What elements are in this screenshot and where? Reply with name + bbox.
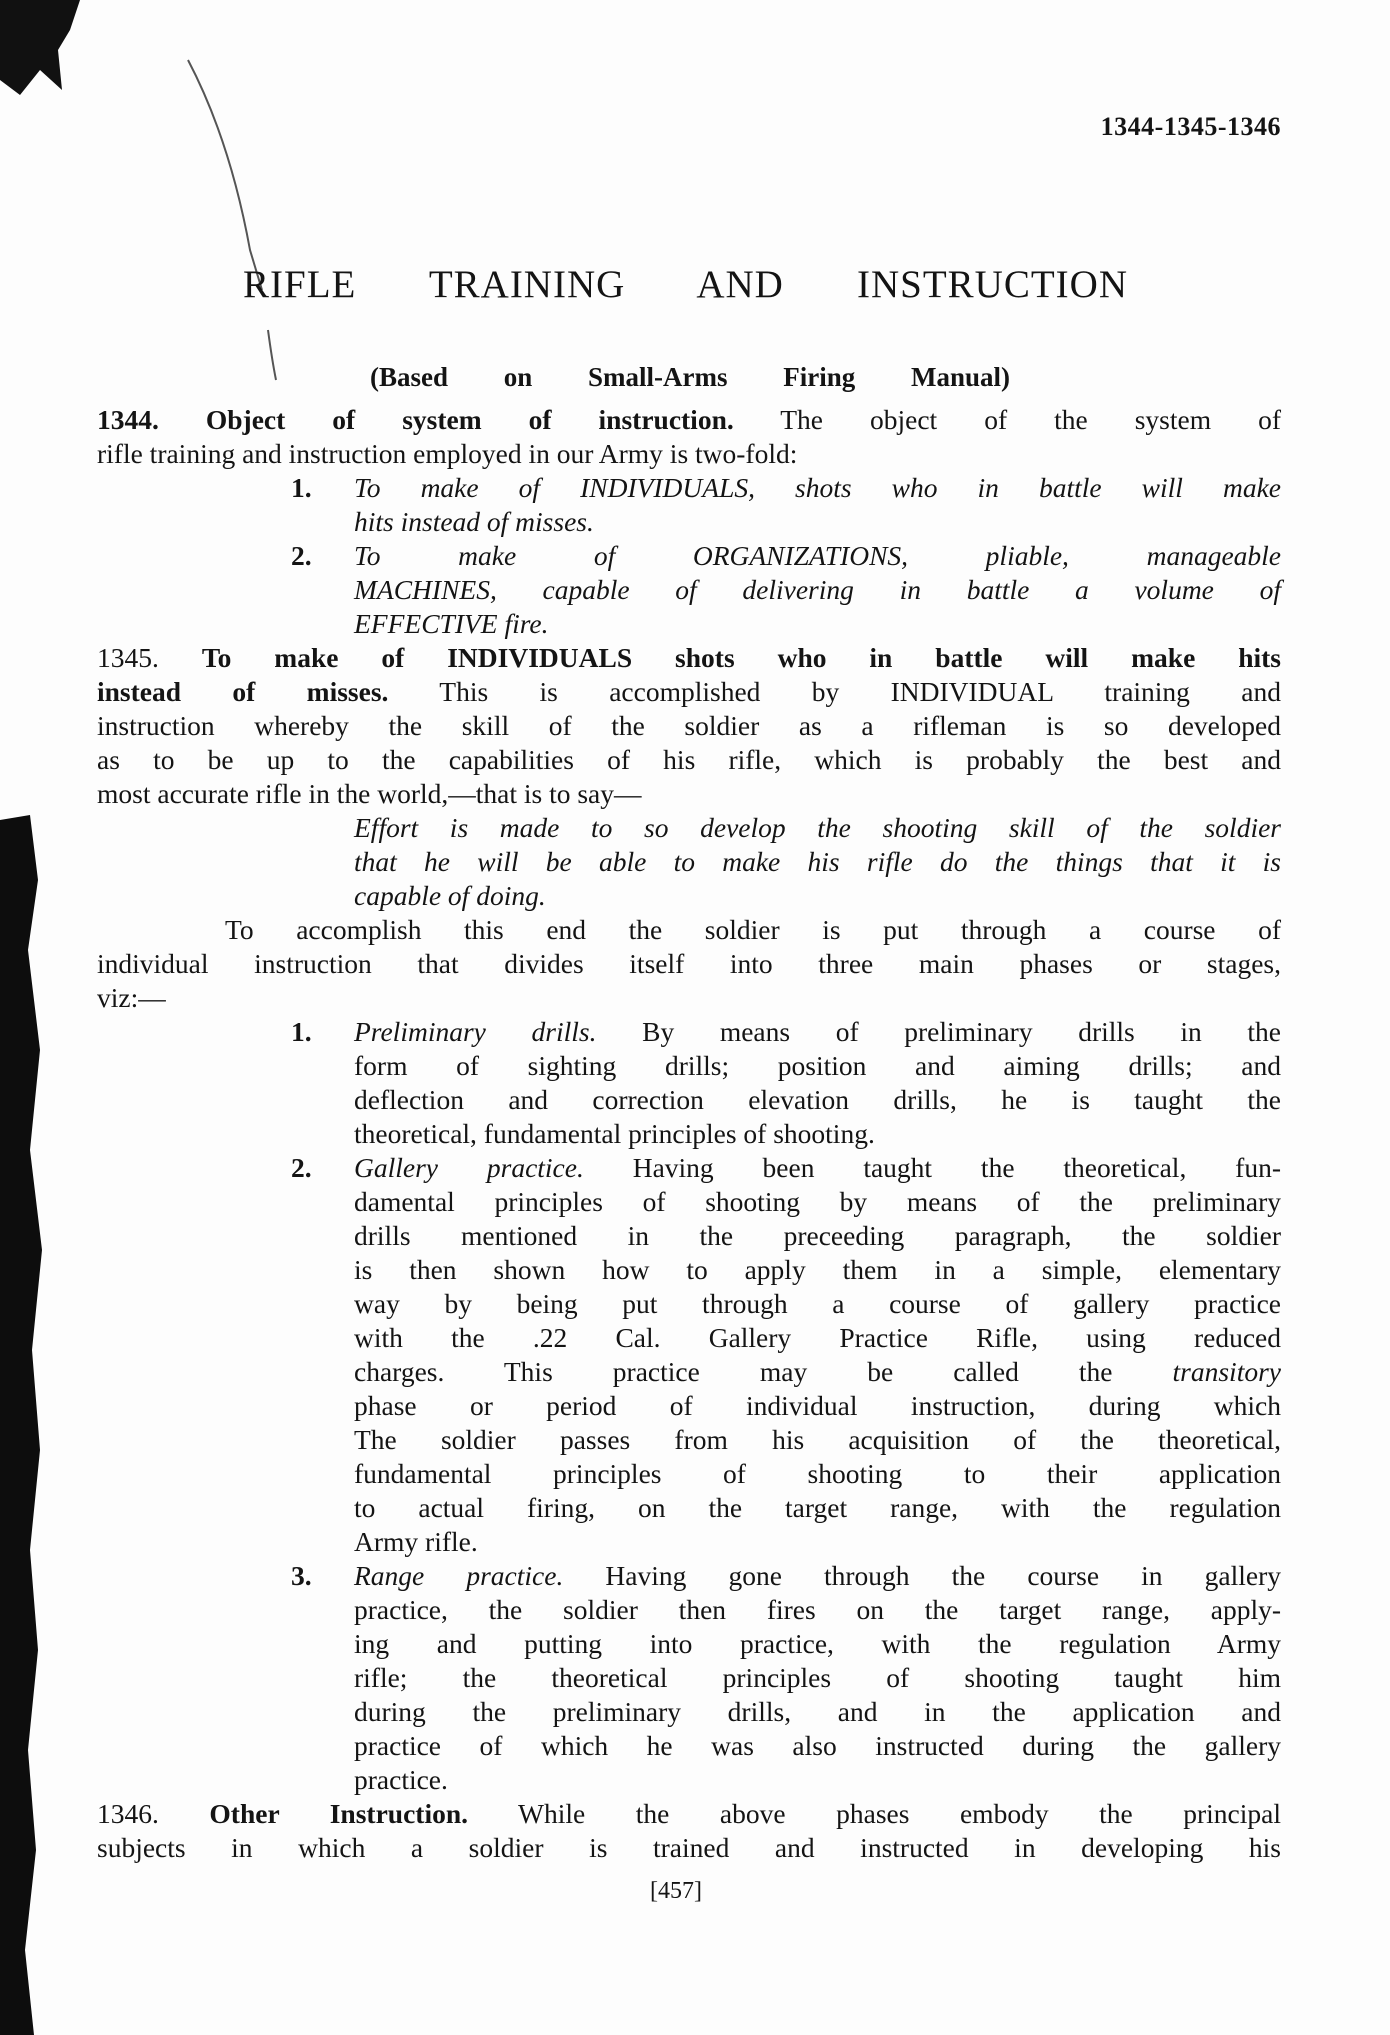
text-segment: phase or period of individual instruction, during which xyxy=(354,1390,1281,1421)
text-segment: most accurate rifle in the world,—that is to say— xyxy=(97,778,642,809)
text-segment: deflection and correction elevation drills, he is taught the xyxy=(354,1084,1281,1115)
page-subtitle: (Based on Small-Arms Firing Manual) xyxy=(370,362,1010,392)
text-line xyxy=(354,1049,1281,1083)
text-segment: charges. This practice may be called the xyxy=(354,1356,1173,1387)
text-segment: Having gone through the course in gallery xyxy=(563,1560,1281,1591)
text-segment: subjects in which a soldier is trained and instructed in developing his xyxy=(97,1832,1281,1863)
list-number: 1. xyxy=(291,1016,312,1047)
text-line xyxy=(97,947,1281,981)
text-segment: To accomplish this end the soldier is put through a course of xyxy=(225,914,1281,945)
text-segment: 1346. xyxy=(97,1798,210,1829)
text-line xyxy=(97,777,1281,811)
text-segment: instead of misses. xyxy=(97,676,389,707)
text-segment: Preliminary drills. xyxy=(354,1016,597,1047)
text-line xyxy=(354,1083,1281,1117)
text-line xyxy=(291,539,1281,573)
text-line xyxy=(291,1015,1281,1049)
text-segment: practice of which he was also instructed during the gallery xyxy=(354,1730,1281,1761)
text-line xyxy=(354,1627,1281,1661)
text-segment: 1345. xyxy=(97,642,202,673)
text-segment: MACHINES, capable of delivering in battle a volume of xyxy=(354,574,1281,605)
text-segment: individual instruction that divides itself into three main phases or stages, xyxy=(97,948,1281,979)
text-segment: viz:— xyxy=(97,982,166,1013)
text-line xyxy=(354,1593,1281,1627)
text-line xyxy=(354,1525,1281,1559)
text-line xyxy=(97,641,1281,675)
text-segment: that he will be able to make his rifle do the things that it is xyxy=(354,846,1281,877)
text-line xyxy=(354,1661,1281,1695)
text-segment: way by being put through a course of gallery practice xyxy=(354,1288,1281,1319)
text-line xyxy=(97,1797,1281,1831)
text-segment: To make of INDIVIDUALS, shots who in battle will make xyxy=(354,472,1281,503)
text-line xyxy=(354,1219,1281,1253)
text-segment: Army rifle. xyxy=(354,1526,478,1557)
text-line xyxy=(354,1729,1281,1763)
text-line xyxy=(97,913,1281,947)
text-line xyxy=(97,675,1281,709)
text-segment: rifle; the theoretical principles of shooting taught him xyxy=(354,1662,1281,1693)
text-line xyxy=(97,403,1281,437)
text-segment: Range practice. xyxy=(354,1560,564,1591)
text-segment: ing and putting into practice, with the regulation Army xyxy=(354,1628,1281,1659)
text-segment: Gallery practice. xyxy=(354,1152,584,1183)
text-line xyxy=(354,1355,1281,1389)
text-segment: Effort is made to so develop the shooting skill of the soldier xyxy=(354,812,1281,843)
text-line xyxy=(354,1117,1281,1151)
text-segment: as to be up to the capabilities of his rifle, which is probably the best and xyxy=(97,744,1281,775)
text-line xyxy=(354,879,1281,913)
text-line xyxy=(354,1695,1281,1729)
text-line xyxy=(354,1253,1281,1287)
text-segment: practice, the soldier then fires on the target range, apply- xyxy=(354,1594,1281,1625)
text-line xyxy=(354,1491,1281,1525)
list-number: 3. xyxy=(291,1560,312,1591)
text-line xyxy=(97,981,1281,1015)
text-line xyxy=(97,437,1281,471)
list-number: 1. xyxy=(291,472,312,503)
text-line xyxy=(354,811,1281,845)
page-number: [457] xyxy=(650,1878,702,1904)
text-segment: theoretical, fundamental principles of shooting. xyxy=(354,1118,875,1149)
text-segment: Object of system of instruction. xyxy=(205,404,734,435)
text-segment: The soldier passes from his acquisition of the theoretical, xyxy=(354,1424,1281,1455)
text-segment: 1344. xyxy=(97,404,159,435)
text-line xyxy=(354,1321,1281,1355)
text-segment: Other Instruction. xyxy=(209,1798,468,1829)
text-segment: This is accomplished by INDIVIDUAL training and xyxy=(388,676,1281,707)
text-segment: transitory xyxy=(1172,1356,1281,1387)
text-segment: form of sighting drills; position and aiming drills; and xyxy=(354,1050,1281,1081)
text-segment: is then shown how to apply them in a simple, elementary xyxy=(354,1254,1281,1285)
text-line xyxy=(97,709,1281,743)
text-segment: To make of INDIVIDUALS shots who in battle will make hits xyxy=(201,642,1282,673)
text-segment: drills mentioned in the preceeding paragraph, the soldier xyxy=(354,1220,1281,1251)
text-line xyxy=(354,505,1281,539)
text-line xyxy=(97,743,1281,777)
text-line xyxy=(354,1423,1281,1457)
text-line xyxy=(291,1559,1281,1593)
text-segment: The object of the system of xyxy=(733,404,1281,435)
text-line xyxy=(291,1151,1282,1185)
text-segment: practice. xyxy=(354,1764,448,1795)
text-segment: capable of doing. xyxy=(354,880,546,911)
page-title: RIFLE TRAINING AND INSTRUCTION xyxy=(243,263,1128,306)
text-segment: EFFECTIVE fire. xyxy=(354,608,549,639)
text-segment xyxy=(159,404,206,435)
text-segment: with the .22 Cal. Gallery Practice Rifle, using reduced xyxy=(354,1322,1281,1353)
text-line xyxy=(354,1763,1281,1797)
text-line xyxy=(354,1185,1281,1219)
section-numbers-header: 1344-1345-1346 xyxy=(1100,112,1281,141)
text-segment: during the preliminary drills, and in the application and xyxy=(354,1696,1281,1727)
text-segment: rifle training and instruction employed in our Army is two-fold: xyxy=(97,438,798,469)
list-number: 2. xyxy=(291,1152,312,1183)
text-line xyxy=(354,845,1281,879)
text-segment: By means of preliminary drills in the xyxy=(596,1016,1281,1047)
text-line xyxy=(354,607,1281,641)
text-line xyxy=(354,573,1281,607)
text-line xyxy=(354,1389,1281,1423)
text-segment: instruction whereby the skill of the soldier as a rifleman is so developed xyxy=(97,710,1281,741)
text-segment: To make of ORGANIZATIONS, pliable, manageable xyxy=(354,540,1281,571)
text-segment: to actual firing, on the target range, with the regulation xyxy=(354,1492,1281,1523)
text-segment: While the above phases embody the principal xyxy=(468,1798,1281,1829)
text-segment: Having been taught the theoretical, fun- xyxy=(583,1152,1282,1183)
text-line xyxy=(291,471,1281,505)
text-segment: hits instead of misses. xyxy=(354,506,594,537)
text-segment: fundamental principles of shooting to their application xyxy=(354,1458,1281,1489)
text-segment: damental principles of shooting by means of the preliminary xyxy=(354,1186,1281,1217)
text-line xyxy=(97,1831,1281,1865)
text-line xyxy=(354,1457,1281,1491)
list-number: 2. xyxy=(291,540,312,571)
body-text xyxy=(97,403,1281,1865)
text-line xyxy=(354,1287,1281,1321)
